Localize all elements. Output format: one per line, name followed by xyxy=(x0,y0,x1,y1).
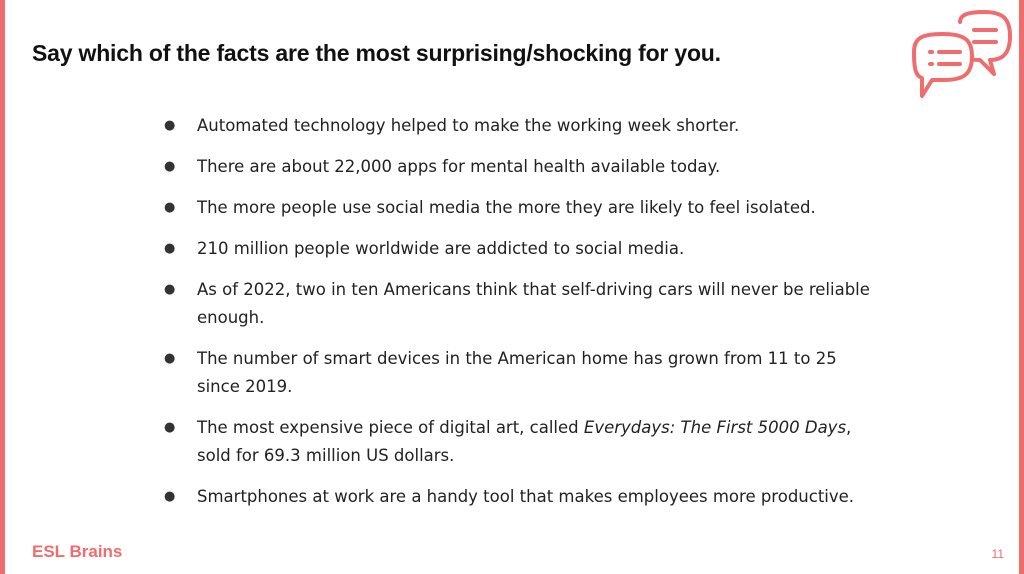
fact-item-4 xyxy=(160,235,880,263)
left-accent-border xyxy=(0,0,5,574)
fact-text: The more people use social media the more they are likely to feel isolated. xyxy=(197,198,816,217)
bullet-icon: ● xyxy=(164,282,176,297)
fact-text: Automated technology helped to make the working week shorter. xyxy=(197,116,740,135)
fact-item-3 xyxy=(160,194,880,222)
fact-item-1 xyxy=(160,112,880,140)
facts-list xyxy=(160,112,880,524)
right-accent-border xyxy=(1019,0,1024,574)
fact-item-7 xyxy=(160,414,880,470)
bullet-icon: ● xyxy=(164,489,176,504)
page-number: 11 xyxy=(991,547,1004,561)
slide-title: Say which of the facts are the most surprising/shocking for you. xyxy=(32,40,721,66)
fact-item-2 xyxy=(160,153,880,181)
fact-text: The number of smart devices in the American home has grown from 11 to 25 since 2019. xyxy=(197,349,837,396)
fact-item-5 xyxy=(160,276,880,332)
fact-item-6 xyxy=(160,345,880,401)
fact-text-before: The most expensive piece of digital art, called xyxy=(197,418,584,437)
artwork-title: Everydays: The First 5000 Days xyxy=(583,418,847,437)
fact-text: Smartphones at work are a handy tool that makes employees more productive. xyxy=(197,487,855,506)
bullet-icon: ● xyxy=(164,118,176,133)
fact-item-8 xyxy=(160,483,880,511)
bullet-icon: ● xyxy=(164,159,176,174)
fact-text: As of 2022, two in ten Americans think that self-driving cars will never be reliable enough. xyxy=(197,280,870,327)
bullet-icon: ● xyxy=(164,241,176,256)
fact-text: 210 million people worldwide are addicted to social media. xyxy=(197,239,685,258)
bullet-icon: ● xyxy=(164,351,176,366)
fact-text: There are about 22,000 apps for mental health available today. xyxy=(197,157,721,176)
brand-logo-text: ESL Brains xyxy=(32,542,123,561)
chat-bubbles-icon xyxy=(908,10,1014,106)
bullet-icon: ● xyxy=(164,420,176,435)
bullet-icon: ● xyxy=(164,200,176,215)
fact-text-after: , sold for 69.3 million US dollars. xyxy=(197,418,852,465)
